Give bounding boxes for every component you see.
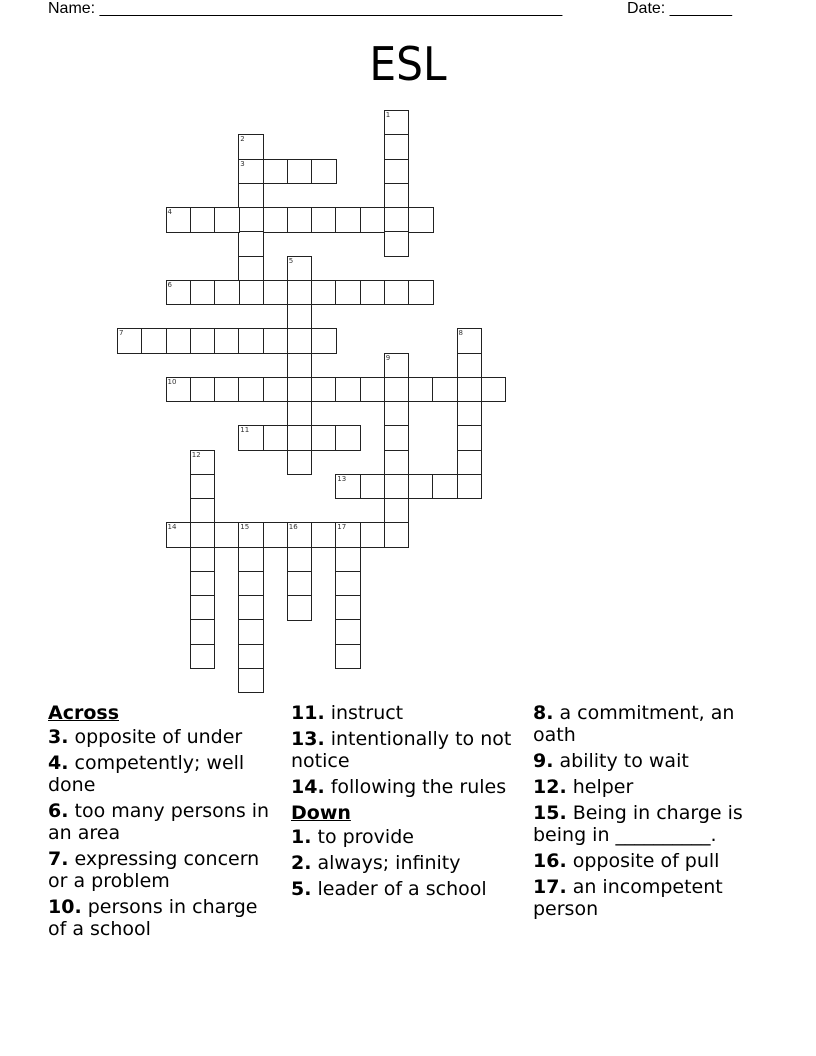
grid-cell[interactable] [263,207,289,233]
grid-cell[interactable] [190,547,216,573]
grid-cell[interactable] [335,377,361,403]
date-blank[interactable]: _______ [669,0,732,17]
grid-cell[interactable] [360,207,386,233]
clue-across-11 [291,702,521,724]
grid-cell[interactable] [408,474,434,500]
grid-cell[interactable] [263,425,289,451]
grid-cell[interactable] [263,280,289,306]
grid-cell[interactable] [287,522,313,548]
clue-number: 12. [533,776,567,798]
grid-cell[interactable] [287,328,313,354]
clue-text: helper [566,776,634,798]
grid-cell[interactable] [360,280,386,306]
clue-number: 11. [291,702,325,724]
grid-cell[interactable] [360,522,386,548]
clue-number: 17. [533,876,567,898]
clue-across-4 [48,752,278,796]
cell-number: 2 [240,135,245,144]
grid-cell[interactable] [214,280,240,306]
grid-cell[interactable] [384,474,410,500]
clue-down-9 [533,750,773,772]
grid-cell[interactable] [384,159,410,185]
clue-text: an incompetent person [533,876,723,920]
grid-cell[interactable] [190,522,216,548]
grid-cell[interactable] [287,377,313,403]
clue-number: 8. [533,702,554,724]
grid-cell[interactable] [214,377,240,403]
clue-text: a commitment, an oath [533,702,735,746]
grid-cell[interactable] [311,377,337,403]
cell-number: 4 [167,208,172,216]
grid-cell[interactable] [190,619,216,645]
clue-text: persons in charge of a school [48,896,258,940]
grid-cell[interactable] [166,377,192,403]
grid-cell[interactable] [214,207,240,233]
grid-cell[interactable] [141,328,167,354]
grid-cell[interactable] [238,547,264,573]
clue-text: Being in charge is being in __________. [533,802,743,846]
down-heading: Down [291,802,351,824]
grid-cell[interactable] [238,644,264,670]
grid-cell[interactable] [335,474,361,500]
grid-cell[interactable] [238,668,264,694]
clue-down-15 [533,802,773,846]
clue-number: 16. [533,850,567,872]
clue-down-2 [291,852,521,874]
grid-cell[interactable] [166,280,192,306]
clue-number: 1. [291,826,312,848]
cell-number: 16 [288,523,298,532]
clue-text: always; infinity [311,852,461,874]
cell-number: 5 [288,256,294,265]
clue-across-14 [291,776,521,798]
grid-cell[interactable] [384,231,410,257]
grid-cell[interactable] [287,595,313,621]
grid-cell[interactable] [335,595,361,621]
grid-cell[interactable] [311,328,337,354]
clue-text: intentionally to not notice [291,728,512,772]
clue-down-5 [291,878,521,900]
grid-cell[interactable] [335,619,361,645]
grid-cell[interactable] [335,522,361,548]
grid-cell[interactable] [287,304,313,330]
grid-cell[interactable] [238,377,264,403]
cell-number: 1 [385,111,391,119]
clue-number: 5. [291,878,312,900]
clue-across-10 [48,896,278,940]
grid-cell[interactable] [457,450,483,476]
clue-number: 15. [533,802,567,824]
grid-cell[interactable] [238,231,264,257]
grid-cell[interactable] [214,522,240,548]
grid-cell[interactable] [408,280,434,306]
clue-down-17 [533,876,773,920]
grid-cell[interactable] [311,280,337,306]
grid-cell[interactable] [311,159,337,185]
grid-cell[interactable] [384,183,410,209]
grid-cell[interactable] [384,207,410,233]
cell-number: 9 [385,353,391,362]
grid-cell[interactable] [335,425,361,451]
grid-cell[interactable] [287,425,313,451]
grid-cell[interactable] [311,425,337,451]
cell-number: 17 [337,523,347,532]
clue-text: following the rules [324,776,507,798]
clue-down-8 [533,702,773,746]
grid-cell[interactable] [335,280,361,306]
grid-cell[interactable] [238,280,264,306]
page-title: ESL [369,37,447,91]
grid-cell[interactable] [238,619,264,645]
grid-cell[interactable] [263,522,289,548]
grid-cell[interactable] [457,425,483,451]
grid-cell[interactable] [335,644,361,670]
grid-cell[interactable] [166,207,192,233]
clue-text: to provide [311,826,414,848]
grid-cell[interactable] [384,425,410,451]
grid-cell[interactable] [263,328,289,354]
grid-cell[interactable] [190,474,216,500]
grid-cell[interactable] [166,522,192,548]
grid-cell[interactable] [166,328,192,354]
grid-cell[interactable] [457,328,483,354]
grid-cell[interactable] [432,377,458,403]
clue-text: instruct [324,702,404,724]
clue-number: 14. [291,776,325,798]
grid-cell[interactable] [287,450,313,476]
clue-down-12 [533,776,773,798]
grid-cell[interactable] [408,207,434,233]
grid-cell[interactable] [190,595,216,621]
grid-cell[interactable] [384,498,410,524]
grid-cell[interactable] [287,401,313,427]
grid-cell[interactable] [335,207,361,233]
cell-number: 3 [240,159,245,168]
clues-column-1 [48,702,278,944]
clue-text: competently; well done [48,752,245,796]
grid-cell[interactable] [287,207,313,233]
grid-cell[interactable] [287,547,313,573]
grid-cell[interactable] [190,207,216,233]
clue-number: 2. [291,852,312,874]
clue-down-16 [533,850,773,872]
clue-text: expressing concern or a problem [48,848,260,892]
clues-column-2 [291,702,521,904]
grid-cell[interactable] [238,256,264,282]
grid-cell[interactable] [384,377,410,403]
clue-text: opposite of pull [566,850,720,872]
clue-across-3 [48,726,278,748]
date-label: Date: [627,0,670,17]
name-label: Name: [48,0,100,17]
grid-cell[interactable] [238,425,264,451]
grid-cell[interactable] [214,328,240,354]
clue-number: 3. [48,726,69,748]
clue-text: leader of a school [311,878,487,900]
cell-number: 7 [119,329,124,338]
cell-number: 8 [458,329,463,338]
clue-number: 7. [48,848,69,870]
grid-cell[interactable] [190,498,216,524]
grid-cell[interactable] [238,207,264,233]
grid-cell[interactable] [335,571,361,597]
grid-cell[interactable] [190,644,216,670]
grid-cell[interactable] [360,377,386,403]
grid-cell[interactable] [384,110,410,136]
cell-number: 10 [167,377,177,386]
clue-number: 4. [48,752,69,774]
grid-cell[interactable] [287,159,313,185]
cell-number: 11 [240,426,250,435]
grid-cell[interactable] [238,595,264,621]
grid-cell[interactable] [238,571,264,597]
grid-cell[interactable] [384,134,410,160]
clue-across-7 [48,848,278,892]
grid-cell[interactable] [457,353,483,379]
cell-number: 12 [191,450,201,459]
grid-cell[interactable] [287,571,313,597]
grid-cell[interactable] [311,522,337,548]
clue-number: 10. [48,896,82,918]
grid-cell[interactable] [384,450,410,476]
cell-number: 15 [240,523,250,532]
grid-cell[interactable] [190,328,216,354]
clue-number: 6. [48,800,69,822]
grid-cell[interactable] [384,353,410,379]
grid-cell[interactable] [432,474,458,500]
grid-cell[interactable] [335,547,361,573]
clue-number: 9. [533,750,554,772]
cell-number: 6 [167,280,172,289]
clue-text: too many persons in an area [48,800,270,844]
clues-column-3 [533,702,773,924]
grid-cell[interactable] [384,522,410,548]
grid-cell[interactable] [457,474,483,500]
grid-cell[interactable] [263,377,289,403]
grid-cell[interactable] [287,280,313,306]
across-heading: Across [48,702,120,724]
grid-cell[interactable] [457,377,483,403]
clue-text: opposite of under [68,726,243,748]
grid-cell[interactable] [287,353,313,379]
grid-cell[interactable] [263,159,289,185]
grid-cell[interactable] [238,183,264,209]
grid-cell[interactable] [190,377,216,403]
clue-number: 13. [291,728,325,750]
grid-cell[interactable] [238,134,264,160]
grid-cell[interactable] [457,401,483,427]
clue-down-1 [291,826,521,848]
clue-across-6 [48,800,278,844]
clue-text: ability to wait [553,750,689,772]
grid-cell[interactable] [360,474,386,500]
grid-cell[interactable] [190,280,216,306]
grid-cell[interactable] [287,256,313,282]
grid-cell[interactable] [384,280,410,306]
name-blank[interactable]: ____________________________________________________ [99,0,563,17]
grid-cell[interactable] [190,571,216,597]
cell-number: 14 [167,523,177,532]
grid-cell[interactable] [117,328,143,354]
cell-number: 13 [337,474,347,483]
grid-cell[interactable] [190,450,216,476]
grid-cell[interactable] [311,207,337,233]
grid-cell[interactable] [481,377,507,403]
clue-across-13 [291,728,521,772]
grid-cell[interactable] [238,328,264,354]
grid-cell[interactable] [384,401,410,427]
grid-cell[interactable] [238,159,264,185]
grid-cell[interactable] [408,377,434,403]
grid-cell[interactable] [238,522,264,548]
